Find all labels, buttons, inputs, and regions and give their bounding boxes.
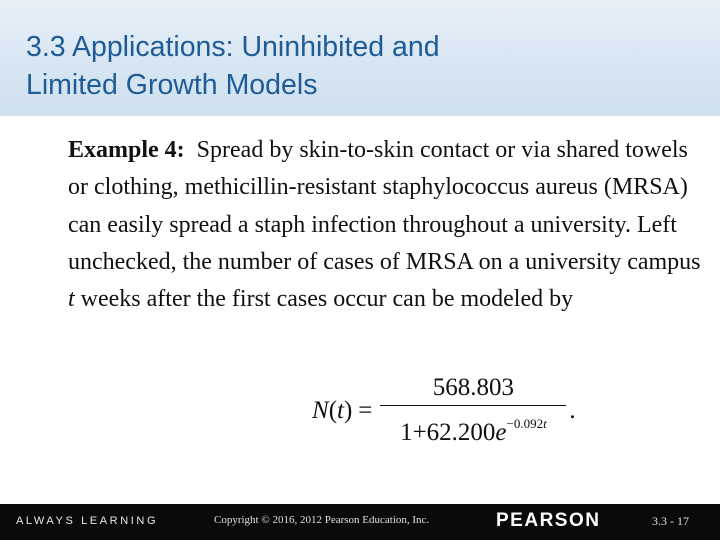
exponent-variable: t [543, 416, 547, 432]
footer-tagline: ALWAYS LEARNING [16, 515, 159, 527]
formula-close-paren: ) [343, 397, 353, 424]
pearson-logo: PEARSON [496, 510, 601, 531]
title-band [0, 0, 720, 116]
formula-open-paren: ( [328, 397, 338, 424]
example-text [68, 132, 708, 318]
denominator-base: e [495, 419, 507, 447]
formula-numerator: 568.803 [432, 373, 515, 401]
formula-function-name: N [312, 397, 329, 424]
exponent-coefficient: −0.092 [506, 416, 544, 432]
example-text-part-2: weeks after the first cases occur can be modeled by [80, 286, 574, 313]
title-line-1: 3.3 Applications: Uninhibited and [26, 31, 440, 63]
title-line-2: Limited Growth Models [26, 69, 318, 101]
formula-lhs-variable: t [337, 397, 344, 424]
formula-equals: = [358, 397, 373, 424]
slide-number: 3.3 - 17 [652, 514, 689, 528]
example-label: Example 4: [68, 137, 185, 163]
formula-denominator [400, 406, 547, 449]
growth-formula [312, 373, 576, 447]
footer-copyright: Copyright © 2016, 2012 Pearson Education, Inc. [214, 514, 430, 526]
formula-fraction [380, 373, 566, 450]
example-text-part-1: Spread by skin-to-skin contact or via shared towels or clothing, methicillin-resistant staphylococcus aureus (MRSA) can easily spread a staph infection throughout a university. Left unchecked, the number of cases of MRSA on a university campus [68, 137, 701, 275]
denominator-prefix: 1+62.200 [400, 419, 496, 447]
formula-lhs [312, 397, 352, 425]
formula-period: . [569, 397, 576, 424]
variable-t: t [68, 286, 75, 313]
formula-exponent [507, 416, 547, 431]
footer-bar [0, 504, 720, 540]
slide-title [26, 28, 706, 104]
